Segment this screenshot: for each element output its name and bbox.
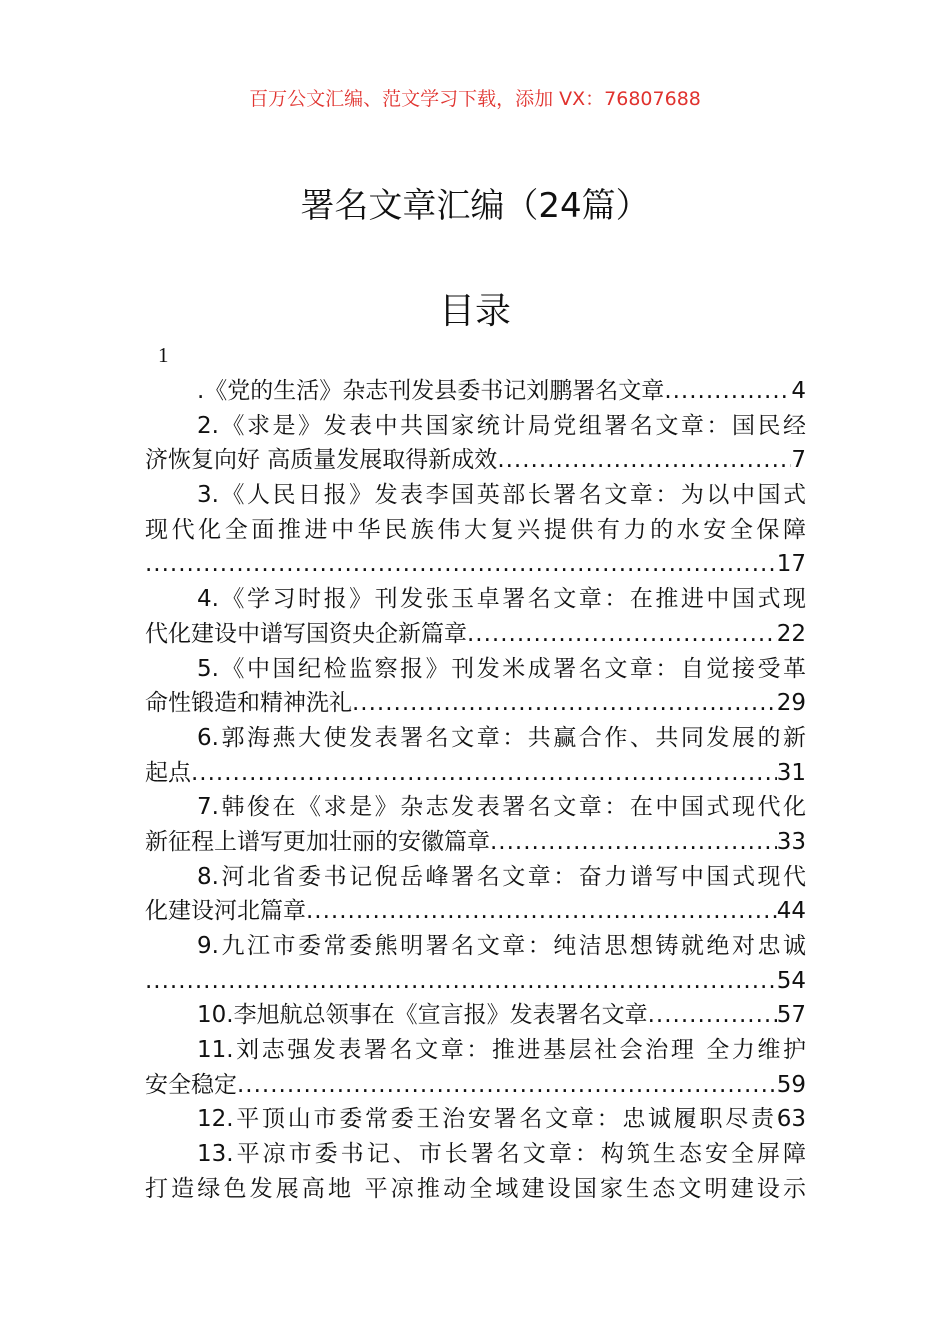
toc-entry[interactable] <box>145 409 806 444</box>
toc-entry-text: 7.韩俊在《求是》杂志发表署名文章：在中国式现代化 <box>197 794 806 821</box>
dot-leader <box>467 617 777 652</box>
toc-heading: 目录 <box>438 291 511 332</box>
page-number: 59 <box>776 1071 806 1098</box>
toc-entry-text: .《党的生活》杂志刊发县委书记刘鹏署名文章 <box>197 378 665 404</box>
toc-entry-text: 3.《人民日报》发表李国英部长署名文章：为以中国式 <box>197 482 806 509</box>
page-number: 17 <box>776 551 806 578</box>
page-number: 33 <box>776 828 806 855</box>
toc-entry-text: 新征程上谱写更加壮丽的安徽篇章 <box>145 828 490 855</box>
toc-entry-continuation[interactable] <box>145 617 806 652</box>
dot-leader <box>497 443 791 478</box>
toc-entry-text: 化建设河北篇章 <box>145 898 306 925</box>
toc-entry-text: 安全稳定 <box>145 1071 237 1098</box>
dot-leader <box>145 547 777 582</box>
first-entry-number: 1 <box>158 343 169 367</box>
dot-leader <box>237 1068 777 1103</box>
page-number: 31 <box>776 759 806 786</box>
page-number: 54 <box>776 967 806 994</box>
toc-entry-text: 现代化全面推进中华民族伟大复兴提供有力的水安全保障 <box>145 516 806 543</box>
toc-entry[interactable] <box>145 1137 806 1172</box>
page-number: 7 <box>791 447 806 474</box>
toc-entry[interactable] <box>145 860 806 895</box>
toc-entry[interactable] <box>145 582 806 617</box>
page-number: 57 <box>776 1002 806 1029</box>
toc-entry-continuation[interactable] <box>145 756 806 791</box>
toc-entry[interactable] <box>145 1033 806 1068</box>
toc-entry-text: 打造绿色发展高地 平凉推动全域建设国家生态文明建设示 <box>145 1175 806 1202</box>
toc-entry[interactable] <box>145 652 806 687</box>
toc-entry[interactable] <box>145 929 806 964</box>
toc-entry-continuation[interactable] <box>145 894 806 929</box>
dot-leader <box>648 998 777 1033</box>
toc-entry-continuation[interactable] <box>145 513 806 548</box>
toc-entry[interactable] <box>145 721 806 756</box>
toc-entry-continuation[interactable] <box>145 547 806 582</box>
toc-entry[interactable] <box>145 790 806 825</box>
page-number: 29 <box>776 690 806 717</box>
toc-entry-text: 起点 <box>145 759 191 786</box>
toc-entry-continuation[interactable] <box>145 964 806 999</box>
toc-entry-continuation[interactable] <box>145 1068 806 1103</box>
dot-leader <box>664 374 791 409</box>
toc-entry-text: 2.《求是》发表中共国家统计局党组署名文章：国民经 <box>197 412 806 439</box>
dot-leader <box>191 756 777 791</box>
toc-entry-text: 4.《学习时报》刊发张玉卓署名文章：在推进中国式现 <box>197 586 806 613</box>
table-of-contents <box>145 374 806 1207</box>
toc-entry-continuation[interactable] <box>145 825 806 860</box>
toc-entry-text: 10.李旭航总领事在《宣言报》发表署名文章 <box>197 1002 648 1029</box>
watermark-text: 百万公文汇编、范文学习下载，添加 VX：76807688 <box>249 88 701 110</box>
page-number: 22 <box>776 620 806 647</box>
dot-leader <box>306 894 777 929</box>
toc-entry-text: 命性锻造和精神洗礼 <box>145 690 352 717</box>
toc-entry-text: 6.郭海燕大使发表署名文章：共赢合作、共同发展的新 <box>197 724 806 751</box>
toc-entry-text: 济恢复向好 高质量发展取得新成效 <box>145 447 498 474</box>
toc-entry-text: 9.九江市委常委熊明署名文章：纯洁思想铸就绝对忠诚 <box>197 933 806 959</box>
toc-entry[interactable] <box>145 1102 806 1137</box>
toc-entry-text: 11.刘志强发表署名文章：推进基层社会治理 全力维护 <box>197 1037 806 1064</box>
toc-entry-continuation[interactable] <box>145 686 806 721</box>
toc-entry[interactable] <box>145 998 806 1033</box>
dot-leader <box>352 686 777 721</box>
page-number: 4 <box>791 378 806 404</box>
toc-entry-text: 12.平顶山市委常委王治安署名文章：忠诚履职尽责63 <box>197 1106 806 1133</box>
toc-entry-text: 8.河北省委书记倪岳峰署名文章：奋力谱写中国式现代 <box>197 863 806 890</box>
toc-entry-continuation[interactable] <box>145 443 806 478</box>
dot-leader <box>490 825 777 860</box>
page-number: 44 <box>776 898 806 925</box>
toc-entry[interactable] <box>145 374 806 409</box>
toc-entry-text: 13.平凉市委书记、市长署名文章：构筑生态安全屏障 <box>197 1141 806 1168</box>
toc-entry-text: 代化建设中谱写国资央企新篇章 <box>145 620 467 647</box>
toc-entry-text: 5.《中国纪检监察报》刊发米成署名文章：自觉接受革 <box>197 655 806 682</box>
document-title: 署名文章汇编（24篇） <box>300 186 650 226</box>
dot-leader <box>145 964 777 999</box>
toc-entry-continuation[interactable] <box>145 1172 806 1207</box>
toc-entry[interactable] <box>145 478 806 513</box>
